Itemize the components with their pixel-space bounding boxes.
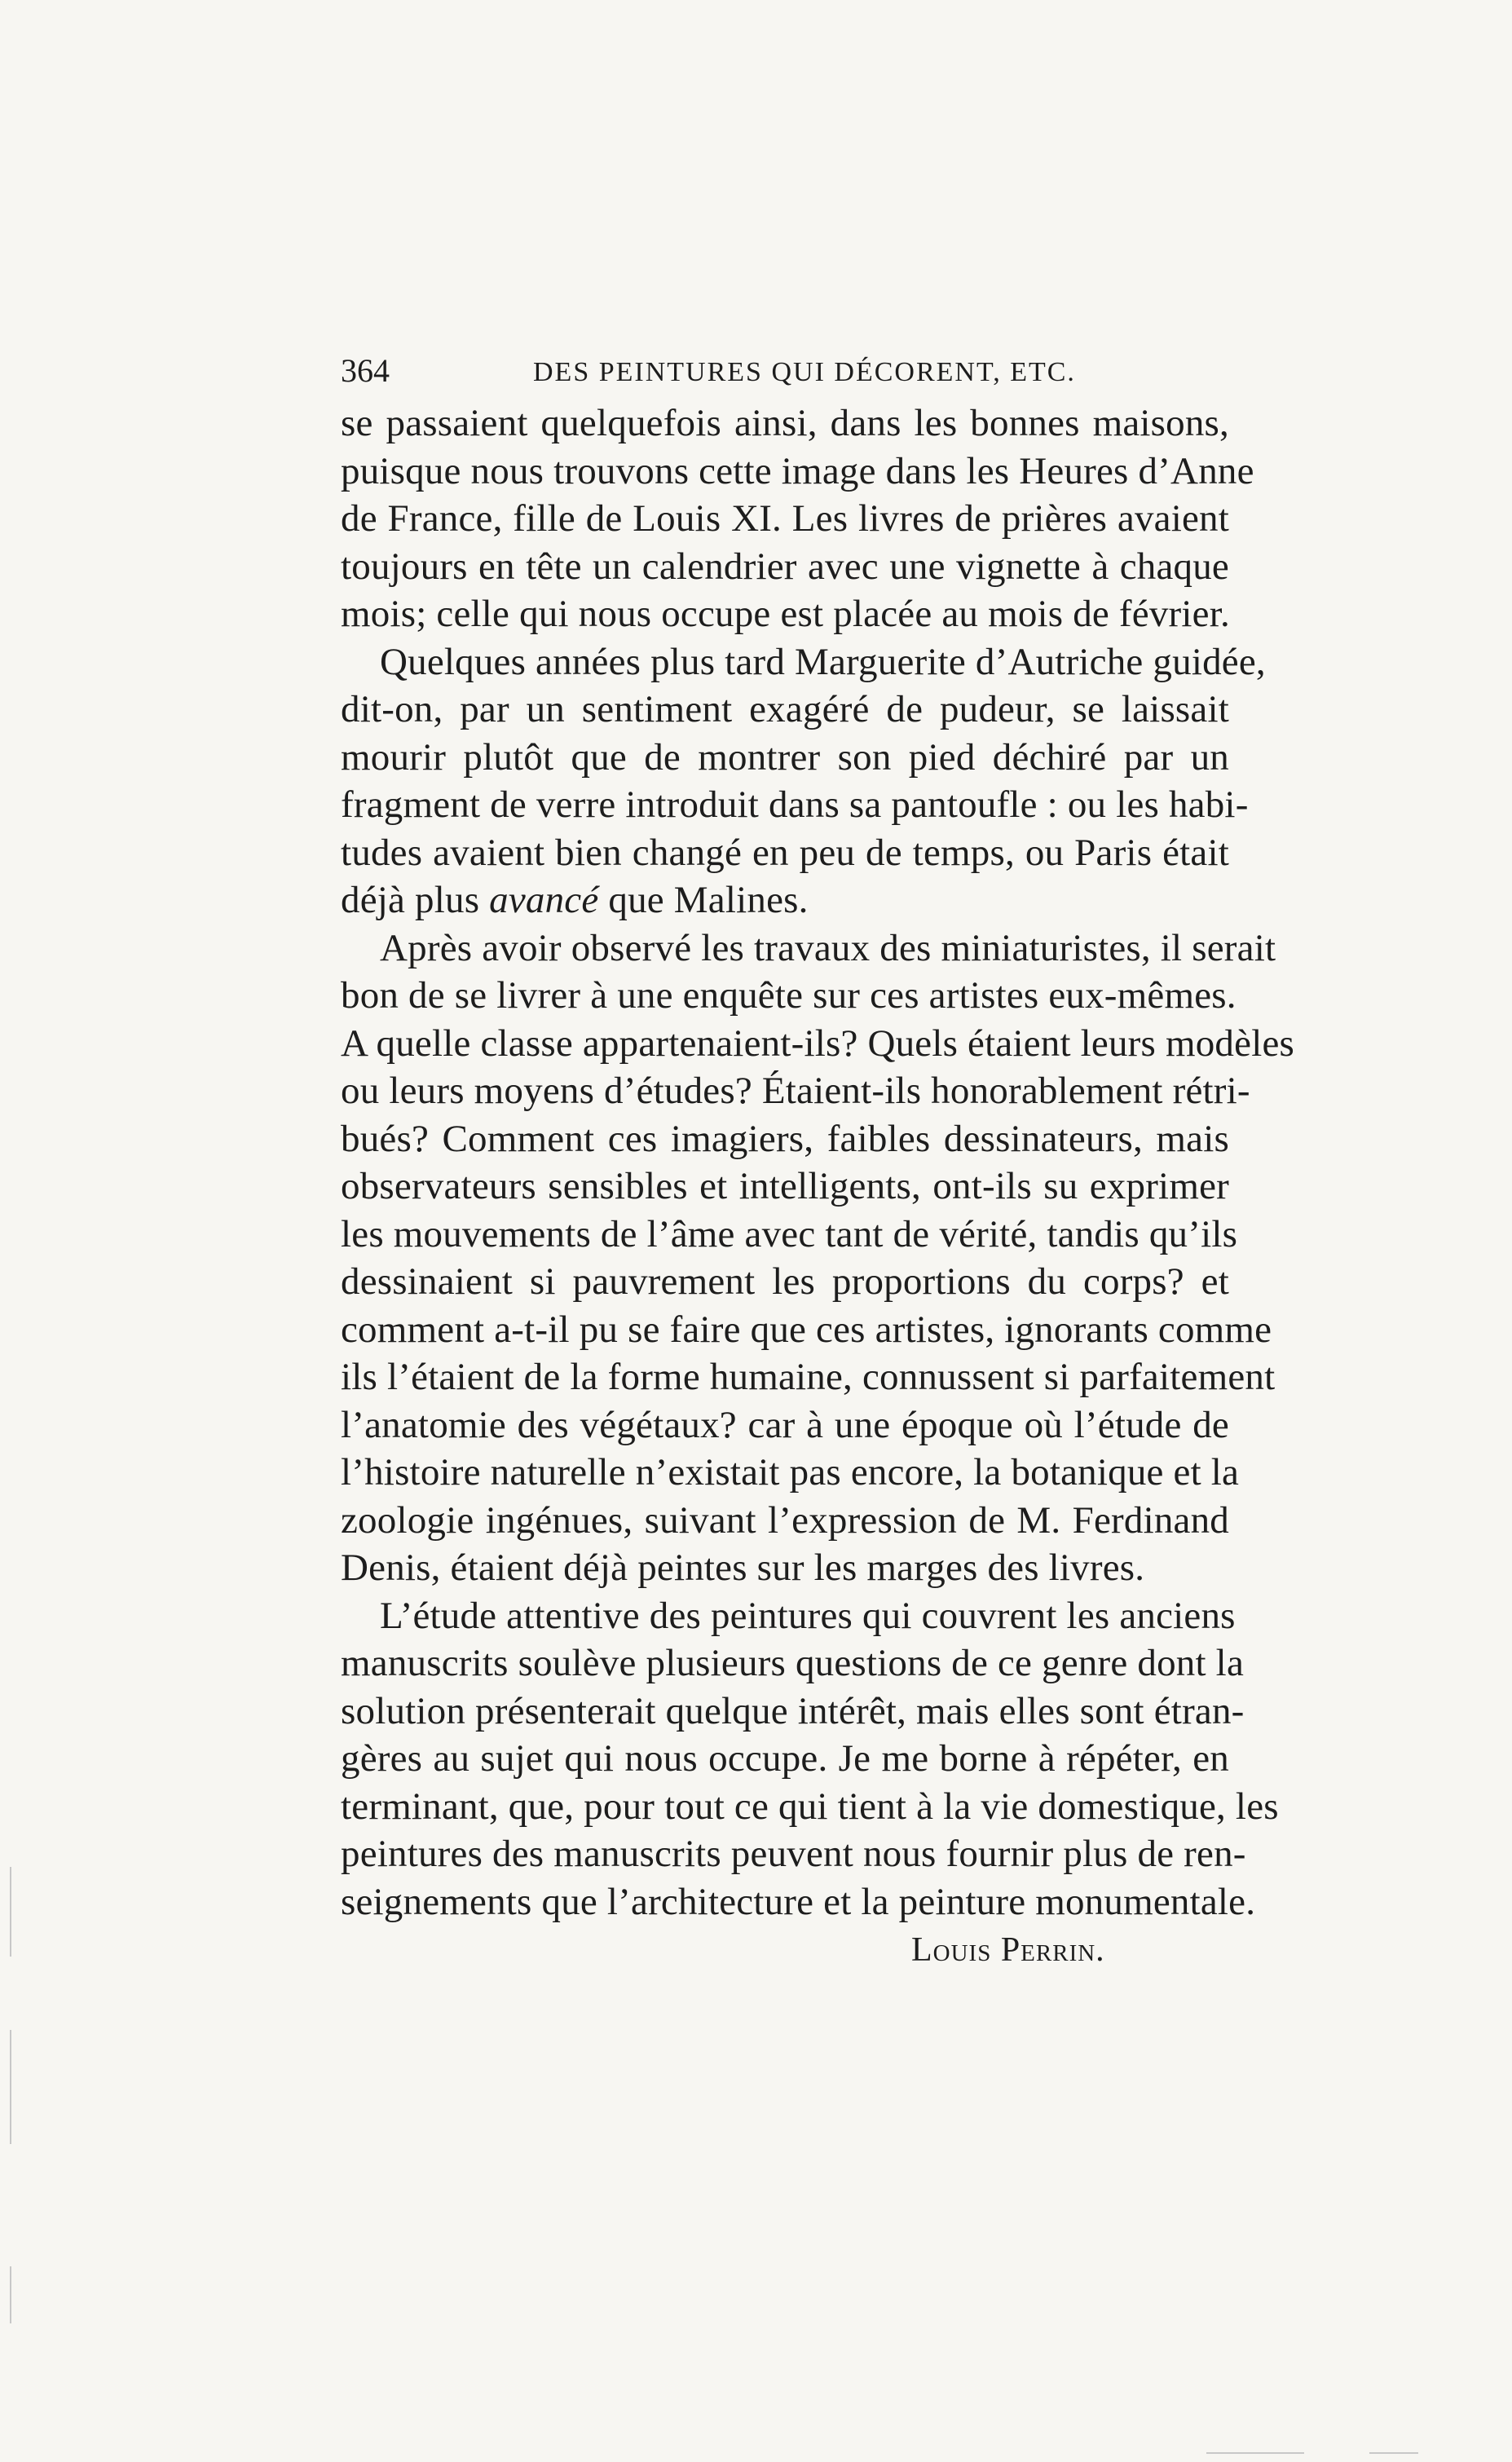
text-line: toujours en tête un calendrier avec une vignette à chaque bbox=[341, 545, 1229, 588]
text-line: dessinaient si pauvrement les proportions du corps? et bbox=[341, 1260, 1229, 1303]
text-line: seignements que l’architecture et la peinture monumentale. bbox=[341, 1880, 1256, 1923]
text-line: terminant, que, pour tout ce qui tient à la vie domestique, les bbox=[341, 1785, 1279, 1828]
text-line: puisque nous trouvons cette image dans les Heures d’Anne bbox=[341, 449, 1254, 492]
text-line bbox=[341, 876, 1229, 924]
text-line: Quelques années plus tard Marguerite d’Autriche guidée, bbox=[380, 640, 1266, 683]
text-line: se passaient quelquefois ainsi, dans les bonnes maisons, bbox=[341, 402, 1229, 444]
text-line: l’anatomie des végétaux? car à une époque où l’étude de bbox=[341, 1403, 1229, 1446]
text-line: manuscrits soulève plusieurs questions de ce genre dont la bbox=[341, 1642, 1244, 1684]
book-page bbox=[341, 351, 1295, 1974]
text-line: de France, fille de Louis XI. Les livres de prières avaient bbox=[341, 497, 1229, 540]
running-title: DES PEINTURES QUI DÉCORENT, ETC. bbox=[533, 357, 1076, 387]
text-line: observateurs sensibles et intelligents, ont-ils su exprimer bbox=[341, 1165, 1229, 1207]
author-name: Louis Perrin. bbox=[911, 1931, 1105, 1969]
text-line: solution présenterait quelque intérêt, mais elles sont étran- bbox=[341, 1689, 1245, 1732]
body-text bbox=[341, 399, 1295, 1974]
text-line: l’histoire naturelle n’existait pas encore, la botanique et la bbox=[341, 1451, 1240, 1494]
text-fragment: déjà plus bbox=[341, 879, 480, 921]
text-line: comment a-t-il pu se faire que ces artistes, ignorants comme bbox=[341, 1308, 1272, 1351]
author-signature bbox=[341, 1926, 1229, 1974]
text-line: L’étude attentive des peintures qui couvrent les anciens bbox=[380, 1594, 1236, 1637]
text-fragment: que Malines. bbox=[608, 879, 809, 921]
text-line: dit-on, par un sentiment exagéré de pudeur, se laissait bbox=[341, 688, 1229, 730]
text-line: les mouvements de l’âme avec tant de vérité, tandis qu’ils bbox=[341, 1212, 1238, 1255]
left-edge-mark bbox=[10, 1867, 11, 1957]
bottom-edge-mark bbox=[1369, 2452, 1418, 2454]
text-line: ou leurs moyens d’études? Étaient-ils honorablement rétri- bbox=[341, 1070, 1250, 1112]
page-number: 364 bbox=[341, 352, 390, 389]
left-edge-mark bbox=[10, 2030, 11, 2144]
paragraph-3 bbox=[341, 924, 1295, 1592]
text-line: ils l’étaient de la forme humaine, connussent si parfaitement bbox=[341, 1356, 1276, 1398]
emphasis-text: avancé bbox=[489, 879, 599, 921]
text-line: peintures des manuscrits peuvent nous fournir plus de ren- bbox=[341, 1833, 1246, 1875]
text-line: Après avoir observé les travaux des miniaturistes, il serait bbox=[380, 926, 1276, 969]
paragraph-1 bbox=[341, 399, 1254, 638]
paragraph-2 bbox=[341, 638, 1266, 924]
left-edge-mark bbox=[10, 2266, 11, 2323]
text-line: bués? Comment ces imagiers, faibles dessinateurs, mais bbox=[341, 1117, 1229, 1160]
text-line: zoologie ingénues, suivant l’expression de M. Ferdinand bbox=[341, 1498, 1229, 1542]
text-line: tudes avaient bien changé en peu de temps, ou Paris était bbox=[341, 831, 1229, 874]
running-head bbox=[341, 351, 1229, 391]
text-line: gères au sujet qui nous occupe. Je me borne à répéter, en bbox=[341, 1737, 1229, 1780]
text-line: Denis, étaient déjà peintes sur les marges des livres. bbox=[341, 1546, 1145, 1589]
text-line: bon de se livrer à une enquête sur ces artistes eux-mêmes. bbox=[341, 974, 1236, 1017]
text-line: A quelle classe appartenaient-ils? Quels étaient leurs modèles bbox=[341, 1021, 1295, 1065]
text-line: fragment de verre introduit dans sa pantoufle : ou les habi- bbox=[341, 783, 1249, 826]
text-line: mourir plutôt que de montrer son pied déchiré par un bbox=[341, 735, 1229, 779]
paragraph-4 bbox=[341, 1592, 1279, 1926]
text-line: mois; celle qui nous occupe est placée au mois de février. bbox=[341, 593, 1230, 635]
bottom-edge-mark bbox=[1206, 2452, 1304, 2454]
